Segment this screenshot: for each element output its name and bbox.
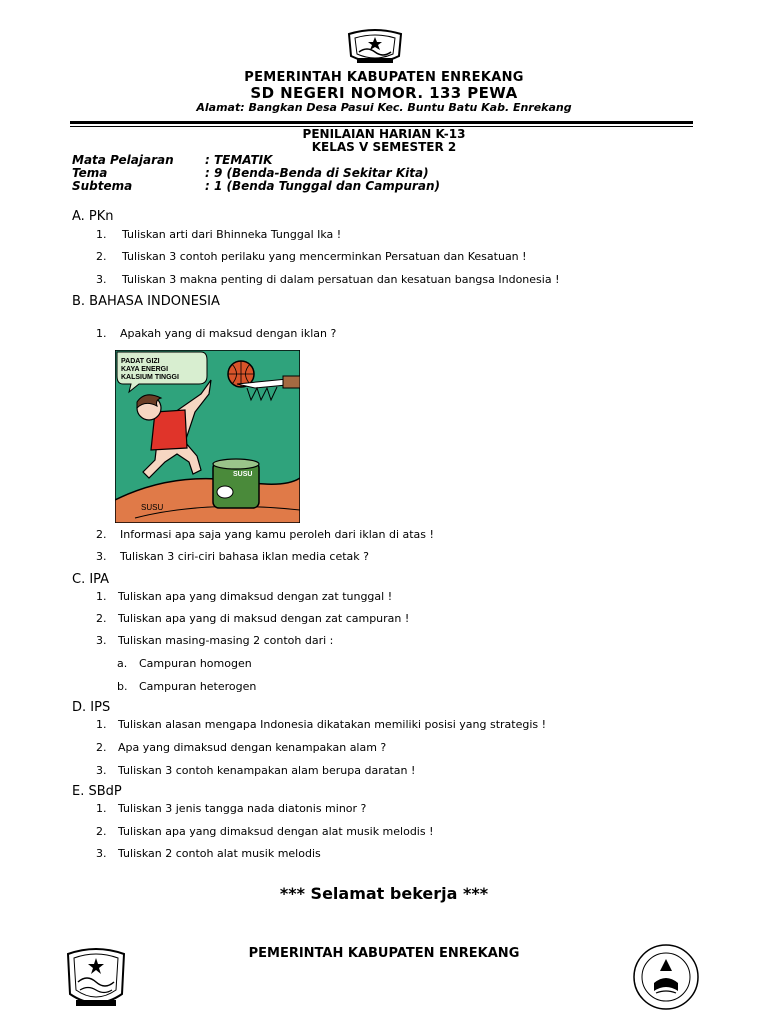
meta-row-subtheme xyxy=(72,179,440,193)
district-emblem-top xyxy=(343,28,407,68)
question-text: Apa yang dimaksud dengan kenampakan alam ? xyxy=(118,741,387,754)
question-item xyxy=(96,847,321,860)
question-item xyxy=(96,327,336,340)
sub-item-text: Campuran heterogen xyxy=(139,680,257,693)
question-text: Tuliskan alasan mengapa Indonesia dikatakan memiliki posisi yang strategis ! xyxy=(118,718,547,731)
question-text: Apakah yang di maksud dengan iklan ? xyxy=(120,327,337,340)
question-number: 2. xyxy=(96,612,107,625)
question-item xyxy=(96,528,434,541)
question-text: Tuliskan 3 contoh kenampakan alam berupa daratan ! xyxy=(118,764,416,777)
section-heading-pkn: A. PKn xyxy=(72,209,114,224)
sub-item xyxy=(117,657,252,670)
exam-class: KELAS V SEMESTER 2 xyxy=(311,140,457,154)
question-item xyxy=(96,250,527,263)
sub-item xyxy=(117,680,256,693)
closing-message: *** Selamat bekerja *** xyxy=(279,884,489,903)
question-text: Tuliskan masing-masing 2 contoh dari : xyxy=(118,634,334,647)
question-number: 3. xyxy=(96,634,107,647)
question-item xyxy=(96,550,369,563)
question-item xyxy=(96,228,341,241)
meta-row-subject xyxy=(72,153,272,167)
meta-row-theme xyxy=(72,166,429,180)
question-item xyxy=(96,612,409,625)
school-address: Alamat: Bangkan Desa Pasui Kec. Buntu Batu Kab. Enrekang xyxy=(196,101,572,114)
question-number: 2. xyxy=(96,825,107,838)
meta-value: : 1 (Benda Tunggal dan Campuran) xyxy=(205,179,440,193)
section-heading-bahasa-indonesia: B. BAHASA INDONESIA xyxy=(72,294,220,309)
question-number: 1. xyxy=(96,718,107,731)
question-number: 2. xyxy=(96,741,107,754)
tut-wuri-handayani-logo xyxy=(632,943,700,1011)
school-name: SD NEGERI NOMOR. 133 PEWA xyxy=(250,84,518,102)
section-heading-ips: D. IPS xyxy=(72,700,111,715)
section-heading-ipa: C. IPA xyxy=(72,572,110,587)
section-heading-sbdp: E. SBdP xyxy=(72,784,122,799)
question-number: 1. xyxy=(96,802,107,815)
question-item xyxy=(96,764,415,777)
question-text: Tuliskan apa yang di maksud dengan zat campuran ! xyxy=(118,612,410,625)
can-label: SUSU xyxy=(233,471,253,478)
meta-label: Tema xyxy=(72,166,108,180)
question-number: 3. xyxy=(96,847,107,860)
sub-item-text: Campuran homogen xyxy=(139,657,252,670)
footer-government-name: PEMERINTAH KABUPATEN ENREKANG xyxy=(248,946,520,961)
question-item xyxy=(96,590,392,603)
meta-value: : 9 (Benda-Benda di Sekitar Kita) xyxy=(205,166,429,180)
question-text: Tuliskan 3 ciri-ciri bahasa iklan media cetak ? xyxy=(120,550,370,563)
question-number: 3. xyxy=(96,764,107,777)
question-item xyxy=(96,741,386,754)
ad-bubble-line-2: KAYA ENERGI xyxy=(121,366,169,373)
question-number: 3. xyxy=(96,550,107,563)
question-item xyxy=(96,825,434,838)
question-text: Tuliskan 3 makna penting di dalam persatuan dan kesatuan bangsa Indonesia ! xyxy=(122,273,560,286)
header-divider-thick xyxy=(70,121,693,124)
question-number: 3. xyxy=(96,273,107,286)
sub-item-letter: b. xyxy=(117,680,128,693)
meta-value: : TEMATIK xyxy=(205,153,273,167)
exam-title: PENILAIAN HARIAN K-13 xyxy=(302,127,466,141)
meta-label: Mata Pelajaran xyxy=(72,153,174,167)
question-number: 1. xyxy=(96,228,107,241)
question-text: Tuliskan apa yang dimaksud dengan zat tunggal ! xyxy=(118,590,393,603)
meta-label: Subtema xyxy=(72,179,133,193)
government-name: PEMERINTAH KABUPATEN ENREKANG xyxy=(244,70,524,85)
question-text: Tuliskan apa yang dimaksud dengan alat musik melodis ! xyxy=(118,825,434,838)
question-text: Tuliskan arti dari Bhinneka Tunggal Ika ! xyxy=(122,228,342,241)
question-number: 2. xyxy=(96,250,107,263)
question-item xyxy=(96,718,546,731)
ad-bubble-line-3: KALSIUM TINGGI xyxy=(121,374,179,381)
milk-advertisement-illustration xyxy=(115,350,300,523)
ground-label: SUSU xyxy=(141,503,164,512)
question-number: 2. xyxy=(96,528,107,541)
question-text: Tuliskan 3 jenis tangga nada diatonis minor ? xyxy=(118,802,367,815)
question-text: Tuliskan 3 contoh perilaku yang mencerminkan Persatuan dan Kesatuan ! xyxy=(122,250,527,263)
question-number: 1. xyxy=(96,590,107,603)
question-item xyxy=(96,273,559,286)
question-item xyxy=(96,634,333,647)
question-number: 1. xyxy=(96,327,107,340)
sub-item-letter: a. xyxy=(117,657,128,670)
question-text: Informasi apa saja yang kamu peroleh dari iklan di atas ! xyxy=(120,528,434,541)
ad-bubble-line-1: PADAT GIZI xyxy=(121,358,160,365)
question-text: Tuliskan 2 contoh alat musik melodis xyxy=(118,847,321,860)
question-item xyxy=(96,802,366,815)
